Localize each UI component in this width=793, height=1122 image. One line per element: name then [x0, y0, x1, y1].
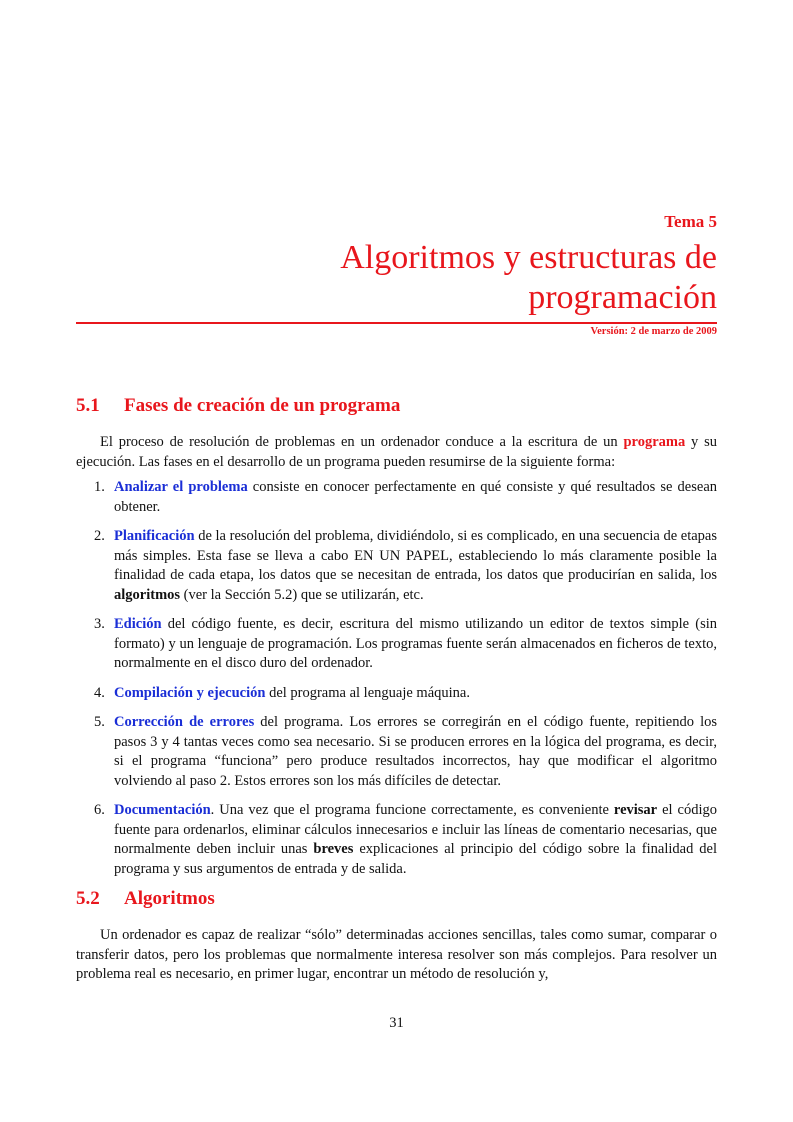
list-marker: 3.: [94, 616, 105, 632]
term-planificacion: Planificación: [114, 528, 195, 544]
item-text: . Una vez que el programa funcione correctamente, es conveniente: [210, 802, 614, 818]
intro-paragraph: [76, 433, 717, 472]
version-date: Versión: 2 de marzo de 2009: [590, 326, 717, 337]
term-documentacion: Documentación: [114, 802, 211, 818]
list-item: [76, 527, 717, 605]
list-marker: 6.: [94, 802, 105, 818]
list-item: [76, 615, 717, 674]
item-text: del programa al lenguaje máquina.: [265, 684, 470, 701]
term-edicion: Edición: [114, 616, 162, 632]
term-correccion: Corrección de errores: [114, 714, 255, 730]
list-marker: 1.: [94, 479, 105, 495]
bold-algoritmos: algoritmos: [114, 586, 181, 603]
item-text-end: (ver la Sección 5.2) que se utilizarán, etc.: [180, 586, 424, 603]
item-text-end: explicaciones al principio del código sobre la finalidad del programa y sus argumentos de entrada y de salida.: [114, 841, 717, 877]
title-rule: [76, 322, 717, 324]
item-text: de la resolución del problema, dividiéndolo, si es complicado, en una secuencia de etapas más simples. Esta fase se lleva a cabo EN UN PAPEL, estableciendo lo más claramente posible la finalidad de cada etapa, los datos que se necesitan de entrada, los datos que producirían en salida, los: [114, 528, 717, 583]
list-marker: 4.: [94, 684, 105, 701]
list-marker: 2.: [94, 528, 105, 544]
keyword-programa: programa: [623, 434, 686, 450]
section-title: Algoritmos: [124, 888, 215, 909]
bold-breves: breves: [313, 841, 354, 857]
item-text-mid: el código fuente para ordenarlos, eliminar cálculos innecesarios e incluir las líneas de comentario necesarias, que normalmente deben incluir unas: [114, 802, 717, 857]
list-marker: 5.: [94, 714, 105, 730]
phase-list: [76, 478, 717, 889]
bold-revisar: revisar: [613, 802, 658, 818]
chapter-label: Tema 5: [664, 212, 717, 231]
list-item: [76, 478, 717, 517]
term-compilacion: Compilación y ejecución: [114, 684, 266, 701]
intro-text-end: y su ejecución. Las fases en el desarrollo de un programa pueden resumirse de la siguiente forma:: [76, 434, 717, 470]
section-number: 5.1: [76, 395, 100, 416]
list-item: [76, 684, 717, 704]
term-analizar: Analizar el problema: [114, 479, 248, 495]
section-heading-5-2: [76, 888, 215, 910]
list-item: [76, 801, 717, 879]
section-title: Fases de creación de un programa: [124, 395, 401, 416]
chapter-title: Algoritmos y estructuras de programación: [340, 239, 717, 316]
item-text: consiste en conocer perfectamente en qué consiste y qué resultados se desean obtener.: [114, 479, 717, 515]
page-number: 31: [389, 1015, 404, 1031]
section-heading-5-1: [76, 395, 400, 417]
algoritmos-paragraph: Un ordenador es capaz de realizar “sólo” determinadas acciones sencillas, tales como sumar, comparar o transferir datos, pero los problemas que normalmente interesa resolver son más complejos. Para resolver un problema real es necesario, en primer lugar, encontrar un método de resolución y,: [76, 927, 717, 982]
list-item: [76, 713, 717, 791]
item-text: del programa. Los errores se corregirán en el código fuente, repitiendo los pasos 3 y 4 tantas veces como sea necesario. Si se producen errores en la lógica del programa, es decir, si el programa “funciona” pero produce resultados incorrectos, hay que modificar el algoritmo volviendo al paso 2. Estos errores son los más difíciles de detectar.: [114, 714, 717, 789]
intro-text: El proceso de resolución de problemas en un ordenador conduce a la escritura de un: [100, 434, 624, 450]
section-number: 5.2: [76, 888, 100, 909]
item-text: del código fuente, es decir, escritura del mismo utilizando un editor de textos simple (sin formato) y un lenguaje de programación. Los programas fuente serán almacenados en ficheros de texto, normalmente en el disco duro del ordenador.: [114, 616, 717, 671]
